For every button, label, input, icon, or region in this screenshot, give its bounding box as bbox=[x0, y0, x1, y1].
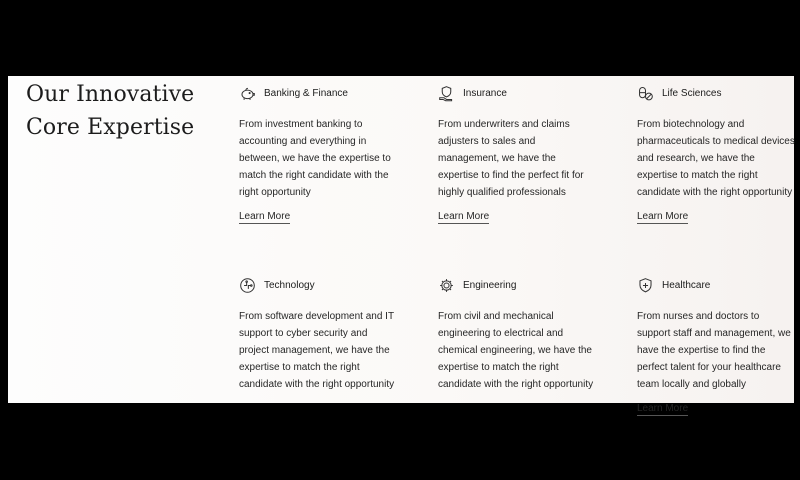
card-title: Technology bbox=[264, 279, 315, 291]
card-header bbox=[637, 84, 797, 102]
heading-line-2: Core Expertise bbox=[26, 115, 195, 140]
learn-more-link-banking[interactable]: Learn More bbox=[239, 211, 291, 222]
expertise-card-banking bbox=[239, 84, 399, 224]
card-title: Engineering bbox=[463, 279, 517, 291]
card-description: From nurses and doctors to support staff and management, we have the expertise to find the perfect talent for your healthcare team locally and globally bbox=[637, 311, 791, 390]
card-description: From underwriters and claims adjusters to sales and management, we have the expertise to find the perfect fit for highly qualified professionals bbox=[438, 119, 584, 198]
card-title: Banking & Finance bbox=[264, 87, 348, 99]
expertise-card-healthcare bbox=[637, 276, 797, 416]
pill-capsule-icon bbox=[637, 85, 654, 102]
card-description: From software development and IT support to cyber security and project management, we have the expertise to match the right candidate with the right opportunity bbox=[239, 311, 395, 390]
expertise-card-insurance bbox=[438, 84, 598, 224]
expertise-card-technology bbox=[239, 276, 399, 393]
expertise-card-engineering bbox=[438, 276, 598, 393]
card-description: From biotechnology and pharmaceuticals to medical devices and research, we have the expertise to match the right candidate with the right opportunity bbox=[637, 119, 795, 198]
card-header bbox=[239, 84, 399, 102]
card-header bbox=[637, 276, 797, 294]
learn-more-link-healthcare[interactable]: Learn More bbox=[637, 403, 689, 414]
learn-more-link-insurance[interactable]: Learn More bbox=[438, 211, 490, 222]
card-header bbox=[239, 276, 399, 294]
piggy-bank-icon bbox=[239, 85, 256, 102]
medical-shield-icon bbox=[637, 277, 654, 294]
heading-line-1: Our Innovative bbox=[26, 82, 195, 107]
card-header bbox=[438, 84, 598, 102]
gear-icon bbox=[438, 277, 455, 294]
card-description: From investment banking to accounting and everything in between, we have the expertise to match the right candidate with the right opportunity bbox=[239, 119, 391, 198]
card-description: From civil and mechanical engineering to electrical and chemical engineering, we have the expertise to match the right candidate with the right opportunity bbox=[438, 311, 594, 390]
card-header bbox=[438, 276, 598, 294]
hand-shield-icon bbox=[438, 85, 455, 102]
card-title: Insurance bbox=[463, 87, 507, 99]
expertise-card-life-sciences bbox=[637, 84, 797, 224]
card-title: Healthcare bbox=[662, 279, 711, 291]
expertise-section bbox=[8, 76, 795, 414]
card-title: Life Sciences bbox=[662, 87, 722, 99]
section-heading bbox=[26, 78, 194, 144]
learn-more-link-life-sciences[interactable]: Learn More bbox=[637, 211, 689, 222]
circuit-icon bbox=[239, 277, 256, 294]
